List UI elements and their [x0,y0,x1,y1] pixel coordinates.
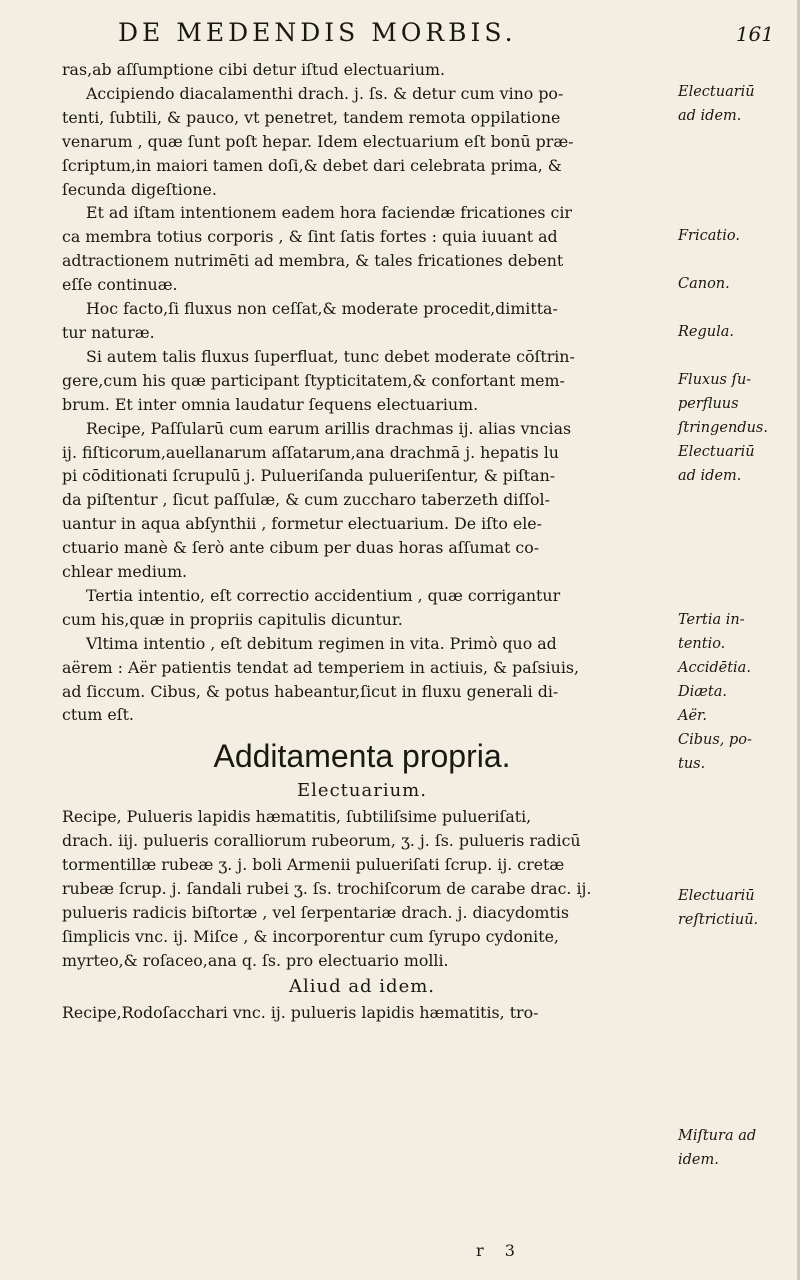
text-line: brum. Et inter omnia laudatur ſequens electuarium. [62,394,479,414]
signature-mark: r 3 [476,1241,523,1260]
text-line: venarum , quæ ſunt poſt hepar. Idem electuarium eſt bonū præ- [62,131,574,151]
text-line: chlear medium. [62,562,188,582]
text-line: ſcriptum,in maiori tamen doſi,& debet dari celebrata prima, & [62,155,562,175]
text-line: Et ad iſtam intentionem eadem hora faciendæ fricationes cir [86,203,572,223]
text-line: Accipiendo diacalamenthi drach. j. ſs. & detur cum vino po- [86,83,564,103]
text-line: Recipe, Pulueris lapidis hæmatitis, ſubtiliſsime pulueriſati, [62,807,532,827]
text-line: ſecunda digeſtione. [62,179,217,199]
text-line: ca membra totius corporis , & ſint ſatis fortes : quia iuuant ad [62,227,558,247]
text-line: Vltima intentio , eſt debitum regimen in vita. Primò quo ad [86,633,557,653]
text-line: myrteo,& roſaceo,ana q. ſs. pro electuario molli. [62,950,449,970]
section-subheading: Electuarium. [297,780,427,802]
text-line: rubeæ ſcrup. j. ſandali rubei ʒ. ſs. trochiſcorum de carabe drac. ij. [62,879,592,899]
text-line: drach. iij. pulueris coralliorum rubeorum, ʒ. j. ſs. pulueris radicū [62,831,581,851]
text-line: cum his,quæ in propriis capitulis dicuntur. [62,609,403,629]
text-line: pulueris radicis biſtortæ , vel ſerpentariæ drach. j. diacydomtis [62,903,569,922]
text-line: tormentillæ rubeæ ʒ. j. boli Armenii pulueriſati ſcrup. ij. cretæ [62,855,565,875]
text-line: da piſtentur , ſicut paſſulæ, & cum zuccharo taberzeth diſſol- [62,490,550,510]
page-number: 161 [735,22,774,46]
margin-note: Regula. [678,324,735,340]
text-line: tenti, ſubtili, & pauco, vt penetret, tandem remota oppilatione [62,107,561,127]
text-line: uantur in aqua abſynthii , formetur electuarium. De iſto ele- [62,514,542,534]
text-line: adtractionem nutrimēti ad membra, & tales fricationes debent [62,251,564,271]
text-line: gere,cum his quæ participant ſtypticitatem,& confortant mem- [62,370,565,390]
page-header [118,18,778,58]
text-line: ſimplicis vnc. ij. Miſce , & incorporentur cum ſyrupo cydonite, [62,926,559,946]
text-line: Si autem talis fluxus ſuperfluat, tunc debet moderate cōſtrin- [86,346,575,366]
section-subheading: Aliud ad idem. [288,975,436,997]
margin-note: Electuariū ad idem. [678,444,755,484]
margin-note: Electuariū ad idem. [678,84,755,124]
text-line: ad ſiccum. Cibus, & potus habeantur,ſicut in fluxu generali di- [62,681,559,701]
text-line: Recipe, Paſſularū cum earum arillis drachmas ij. alias vncias [86,418,572,438]
text-line: tur naturæ. [62,322,155,342]
margin-note: Electuariū reſtrictiuū. [678,888,759,928]
margin-note: Canon. [678,276,730,292]
text-line: ras,ab aſſumptione cibi detur iſtud electuarium. [62,60,445,79]
text-line: aërem : Aër patientis tendat ad temperiem in actiuis, & paſsiuis, [62,657,579,677]
text-line: Recipe,Rodoſacchari vnc. ij. pulueris lapidis hæmatitis, tro- [62,1002,539,1022]
main-text [62,58,662,1025]
text-line: ctuario manè & ſerò ante cibum per duas horas aſſumat co- [62,538,540,558]
margin-note: Accidētia. Diæta. Aër. Cibus, po- tus. [678,660,752,772]
margin-note: Fluxus ſu- perfluus ſtringendus. [678,372,768,436]
text-line: Hoc facto,ſi fluxus non ceſſat,& moderate procedit,dimitta- [86,299,558,319]
margin-note: Fricatio. [678,228,740,244]
text-line: eſſe continuæ. [62,275,178,295]
text-line: Tertia intentio, eſt correctio accidentium , quæ corrigantur [86,585,561,605]
text-line: ctum eſt. [62,705,134,725]
section-heading: Additamenta propria. [213,738,511,775]
running-head: DE MEDENDIS MORBIS. [118,18,517,47]
text-line: ij. fiſticorum,auellanarum aſſatarum,ana drachmā j. hepatis lu [62,442,559,462]
margin-note: Miſtura ad idem. [678,1128,757,1168]
margin-note: Tertia in- tentio. [678,612,745,652]
text-line: pi cōditionati ſcrupulū j. Pulueriſanda pulueriſentur, & piſtan- [62,466,556,486]
